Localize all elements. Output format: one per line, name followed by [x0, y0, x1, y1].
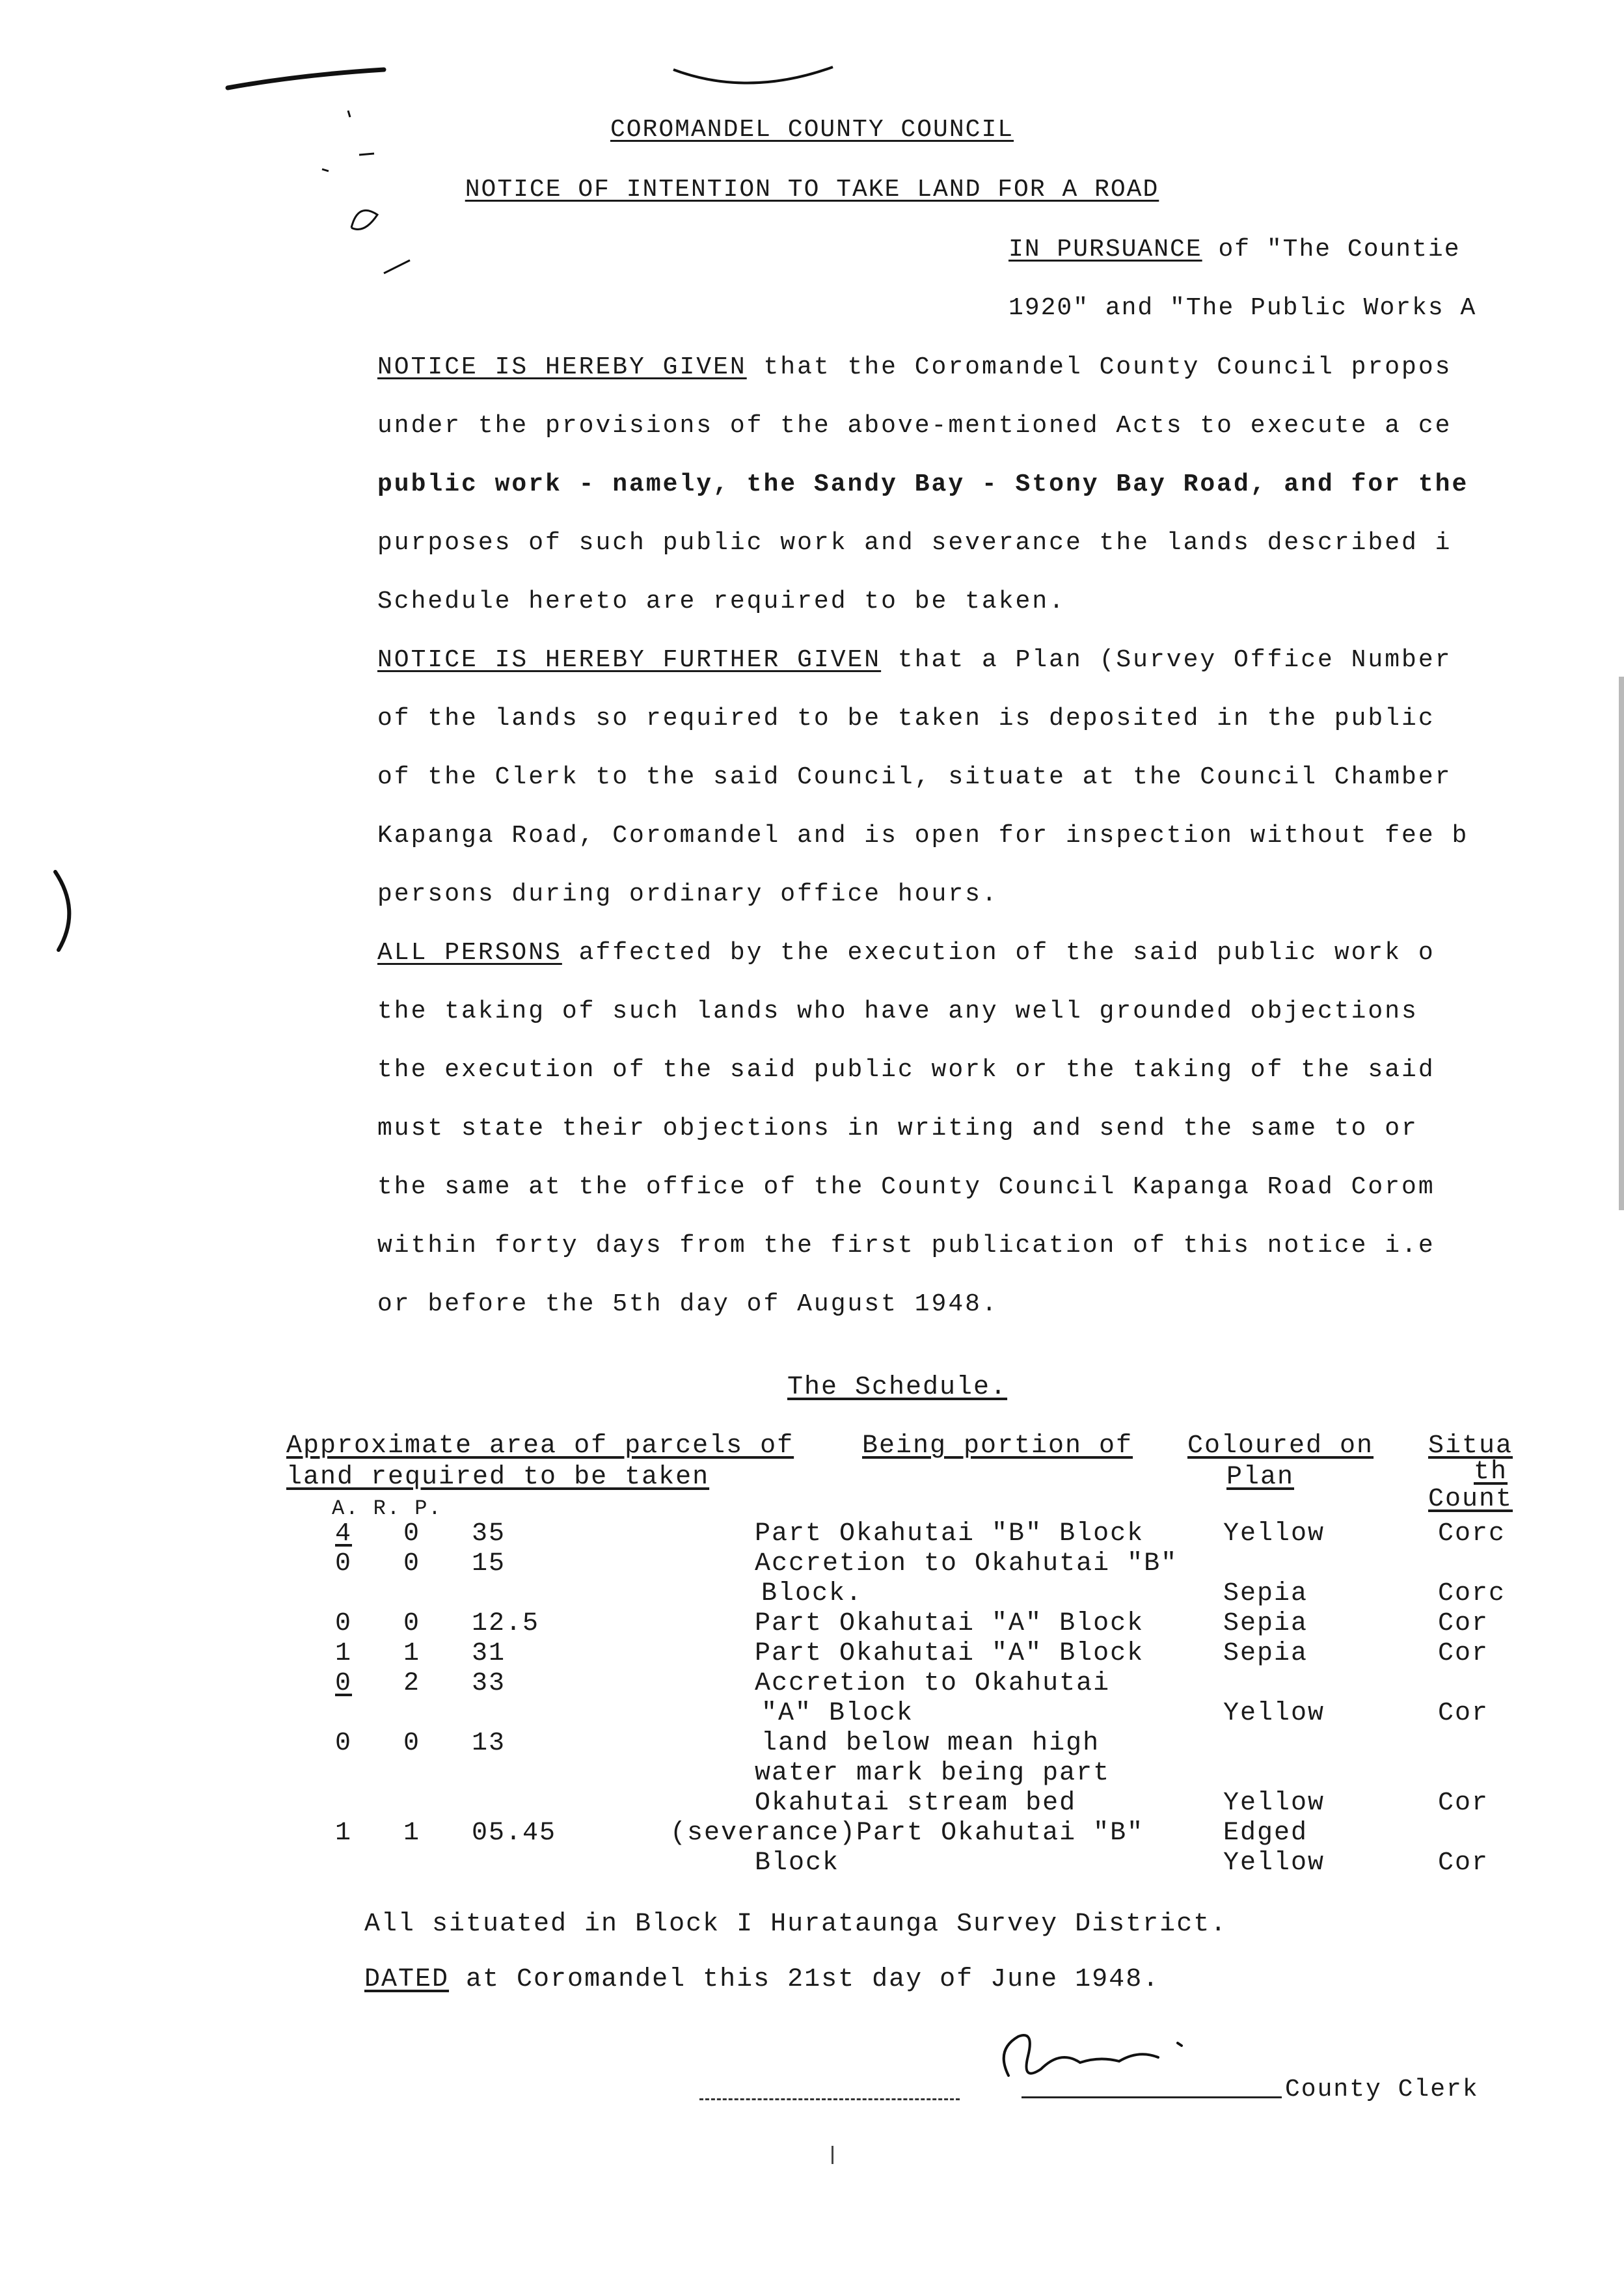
cell-portion: Part Okahutai "A" Block [755, 1609, 1144, 1638]
cell-portion: Okahutai stream bed [755, 1789, 1077, 1818]
cell-perches: 15 [472, 1549, 506, 1578]
header-portion: Being portion of [862, 1431, 1133, 1461]
cell-coloured: Sepia [1223, 1609, 1308, 1638]
header-units: A. R. P. [332, 1496, 442, 1521]
paragraph-3-line-2: the taking of such lands who have any well grounded objections [377, 997, 1418, 1025]
cell-portion: Accretion to Okahutai "B" [755, 1549, 1178, 1578]
header-situated-line-2: th [1474, 1457, 1508, 1487]
header-situated-line-3: Count [1428, 1485, 1513, 1514]
signature [982, 2010, 1282, 2095]
paragraph-3-line-1 [377, 939, 1435, 967]
paragraph-2-line-3: of the Clerk to the said Council, situate at the Council Chamber [377, 763, 1452, 791]
intro-line-2: 1920" and "The Public Works A [1008, 294, 1477, 322]
punch-mark [832, 2146, 837, 2164]
cell-coloured: Sepia [1223, 1579, 1308, 1608]
paragraph-1-lead: NOTICE IS HEREBY GIVEN [377, 353, 747, 381]
table-row [0, 1729, 1624, 1759]
cell-roods: 2 [403, 1669, 421, 1698]
paragraph-3-text: affected by the execution of the said public work o [562, 939, 1435, 967]
paragraph-1-text: that the Coromandel County Council propos [746, 353, 1452, 381]
paragraph-2-lead: NOTICE IS HEREBY FURTHER GIVEN [377, 646, 882, 674]
header-coloured-line-2: Plan [1226, 1463, 1295, 1492]
paragraph-3-line-3: the execution of the said public work or the taking of the said [377, 1056, 1435, 1084]
cell-portion: "A" Block [761, 1699, 914, 1728]
table-row [0, 1699, 1624, 1729]
table-row [0, 1789, 1624, 1819]
signature-line-left [699, 2098, 960, 2100]
table-row [0, 1819, 1624, 1848]
cell-situated: Cor [1438, 1699, 1489, 1728]
cell-situated: Cor [1438, 1609, 1489, 1638]
cell-situated: Cor [1438, 1789, 1489, 1818]
paragraph-3-line-5: the same at the office of the County Council Kapanga Road Corom [377, 1173, 1435, 1201]
curve-mark [670, 62, 839, 101]
cell-roods: 0 [403, 1609, 421, 1638]
cell-portion: water mark being part [755, 1759, 1111, 1788]
cell-portion: Block [755, 1848, 840, 1878]
paragraph-1-line-2: under the provisions of the above-mentioned Acts to execute a ce [377, 412, 1452, 440]
cell-coloured: Sepia [1223, 1639, 1308, 1668]
cell-coloured: Edged [1223, 1819, 1308, 1848]
cell-coloured: Yellow [1223, 1699, 1325, 1728]
cell-portion: Part Okahutai "A" Block [755, 1639, 1144, 1668]
cell-acres: 4 [335, 1519, 353, 1549]
cell-portion: (severance)Part Okahutai "B" [670, 1819, 1144, 1848]
cell-roods: 0 [403, 1519, 421, 1549]
cell-situated: Cor [1438, 1639, 1489, 1668]
situated-note: All situated in Block I Hurataunga Survey District. [364, 1910, 1228, 1939]
cell-portion: land below mean high [761, 1729, 1100, 1758]
cell-coloured: Yellow [1223, 1848, 1325, 1878]
cell-roods: 0 [403, 1729, 421, 1758]
dated-line [364, 1965, 1159, 1994]
cell-perches: 12.5 [472, 1609, 540, 1638]
cell-perches: 05.45 [472, 1819, 557, 1848]
cell-situated: Cor [1438, 1848, 1489, 1878]
cell-acres: 0 [335, 1729, 353, 1758]
cell-coloured: Yellow [1223, 1789, 1325, 1818]
cell-coloured: Yellow [1223, 1519, 1325, 1549]
cell-acres: 0 [335, 1669, 353, 1698]
cell-roods: 0 [403, 1549, 421, 1578]
paragraph-3-line-6: within forty days from the first publication of this notice i.e [377, 1232, 1435, 1260]
scan-edge [1619, 677, 1624, 1210]
paragraph-3-lead: ALL PERSONS [377, 939, 562, 967]
dated-rest: at Coromandel this 21st day of June 1948. [449, 1965, 1160, 1994]
council-heading: COROMANDEL COUNTY COUNCIL [610, 116, 1014, 144]
paragraph-1-line-1 [377, 353, 1452, 381]
paragraph-2-line-1 [377, 646, 1452, 674]
cell-roods: 1 [403, 1639, 421, 1668]
cell-roods: 1 [403, 1819, 421, 1848]
table-row [0, 1549, 1624, 1579]
paragraph-1-line-4: purposes of such public work and severance the lands described i [377, 529, 1452, 557]
signature-role: County Clerk [1285, 2076, 1479, 2104]
cell-acres: 0 [335, 1609, 353, 1638]
pen-stroke-mark [221, 55, 390, 101]
cell-perches: 31 [472, 1639, 506, 1668]
cell-perches: 35 [472, 1519, 506, 1549]
pursuance-lead: IN PURSUANCE [1008, 236, 1202, 264]
paragraph-2-line-4: Kapanga Road, Coromandel and is open for inspection without fee b [377, 822, 1469, 850]
table-row [0, 1848, 1624, 1878]
paragraph-2-line-2: of the lands so required to be taken is deposited in the public [377, 705, 1435, 733]
header-area-line-1: Approximate area of parcels of [286, 1431, 794, 1461]
cell-situated: Corc [1438, 1519, 1506, 1549]
cell-portion: Block. [761, 1579, 863, 1608]
schedule-title: The Schedule. [787, 1373, 1008, 1402]
intro-line-1 [1008, 236, 1461, 264]
paragraph-1-line-5: Schedule hereto are required to be taken. [377, 588, 1066, 616]
paragraph-2-text: that a Plan (Survey Office Number [881, 646, 1452, 674]
paragraph-2-line-5: persons during ordinary office hours. [377, 880, 999, 908]
cell-portion: Part Okahutai "B" Block [755, 1519, 1144, 1549]
table-row [0, 1669, 1624, 1699]
dated-lead: DATED [364, 1965, 450, 1994]
cell-acres: 1 [335, 1639, 353, 1668]
signature-line [1022, 2096, 1282, 2098]
table-row [0, 1609, 1624, 1639]
cell-acres: 0 [335, 1549, 353, 1578]
header-coloured-line-1: Coloured on [1187, 1431, 1374, 1461]
cell-portion: Accretion to Okahutai [755, 1669, 1111, 1698]
table-row [0, 1519, 1624, 1549]
paragraph-3-line-7: or before the 5th day of August 1948. [377, 1290, 999, 1318]
paragraph-3-line-4: must state their objections in writing and send the same to or [377, 1115, 1418, 1143]
table-row [0, 1639, 1624, 1669]
header-area-line-2: land required to be taken [286, 1463, 710, 1492]
header-situated-line-1: Situa [1428, 1431, 1513, 1461]
cell-situated: Corc [1438, 1579, 1506, 1608]
table-row [0, 1579, 1624, 1609]
bracket-mark [46, 865, 85, 956]
intro-line-1-rest: of "The Countie [1202, 236, 1461, 264]
table-row [0, 1759, 1624, 1789]
paragraph-1-line-3: public work - namely, the Sandy Bay - Stony Bay Road, and for the [377, 470, 1469, 498]
cell-acres: 1 [335, 1819, 353, 1848]
notice-title: NOTICE OF INTENTION TO TAKE LAND FOR A ROAD [465, 176, 1159, 204]
cell-perches: 13 [472, 1729, 506, 1758]
cell-perches: 33 [472, 1669, 506, 1698]
